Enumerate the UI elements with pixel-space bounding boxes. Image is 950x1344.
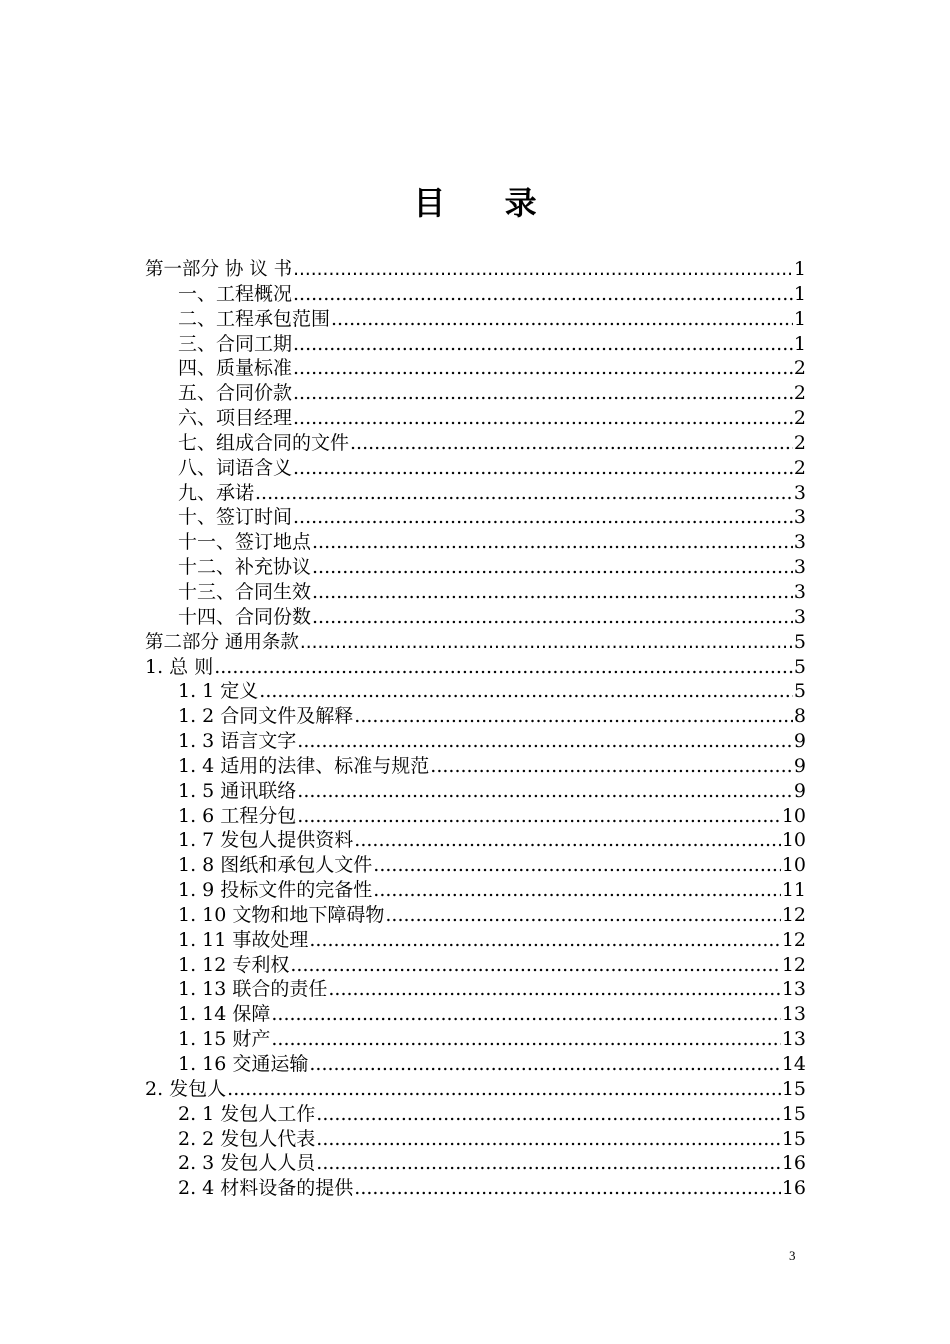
toc-dot-leader (430, 754, 793, 779)
toc-dot-leader (316, 1127, 781, 1152)
table-of-contents (145, 257, 806, 1201)
toc-dot-leader (271, 1027, 780, 1052)
toc-dot-leader (293, 282, 793, 307)
toc-entry[interactable] (145, 356, 806, 381)
toc-entry-label: 1. 13 联合的责任 (178, 978, 328, 1001)
toc-entry[interactable] (145, 282, 806, 307)
toc-entry-label: 1. 总 则 (145, 655, 214, 678)
toc-entry[interactable] (145, 729, 806, 754)
toc-entry[interactable] (145, 804, 806, 829)
toc-entry-page-number: 5 (793, 630, 806, 653)
toc-dot-leader (214, 655, 793, 680)
toc-entry-page-number: 10 (781, 854, 806, 877)
toc-entry[interactable] (145, 779, 806, 804)
toc-dot-leader (297, 779, 793, 804)
toc-dot-leader (297, 729, 793, 754)
toc-entry-page-number: 10 (781, 829, 806, 852)
toc-dot-leader (328, 977, 780, 1002)
toc-entry[interactable] (145, 580, 806, 605)
toc-entry[interactable] (145, 530, 806, 555)
toc-dot-leader (290, 953, 780, 978)
toc-dot-leader (293, 406, 793, 431)
toc-entry-page-number: 13 (781, 1028, 806, 1051)
toc-entry[interactable] (145, 977, 806, 1002)
toc-entry[interactable] (145, 704, 806, 729)
toc-entry-page-number: 15 (781, 1127, 806, 1150)
toc-entry-label: 1. 6 工程分包 (178, 804, 297, 827)
toc-entry-label: 1. 11 事故处理 (178, 928, 309, 951)
toc-dot-leader (293, 258, 793, 283)
toc-dot-leader (271, 1002, 780, 1027)
toc-entry-page-number: 15 (781, 1102, 806, 1125)
toc-entry-label: 二、工程承包范围 (178, 307, 331, 330)
toc-entry-label: 2. 发包人 (145, 1077, 227, 1100)
toc-entry-label: 1. 1 定义 (178, 680, 259, 703)
toc-dot-leader (293, 505, 793, 530)
toc-entry-page-number: 14 (781, 1053, 806, 1075)
toc-entry-label: 八、词语含义 (178, 456, 293, 479)
toc-entry-label: 十二、补充协议 (178, 556, 312, 579)
toc-entry-page-number: 5 (793, 655, 806, 678)
toc-entry-label: 1. 14 保障 (178, 1003, 271, 1026)
toc-entry-page-number: 1 (793, 282, 806, 305)
toc-entry-page-number: 2 (793, 456, 806, 479)
toc-entry-page-number: 12 (781, 928, 806, 951)
toc-entry[interactable] (145, 630, 806, 655)
page-title: 目 录 (413, 184, 561, 222)
toc-dot-leader (373, 853, 781, 878)
toc-entry[interactable] (145, 1127, 806, 1152)
toc-dot-leader (293, 356, 793, 381)
toc-dot-leader (297, 804, 781, 829)
toc-entry-label: 十一、签订地点 (178, 531, 312, 554)
toc-dot-leader (300, 631, 793, 656)
toc-entry[interactable] (145, 381, 806, 406)
toc-entry-label: 1. 9 投标文件的完备性 (178, 879, 373, 902)
toc-entry-page-number: 16 (781, 1152, 806, 1175)
toc-entry-page-number: 9 (793, 779, 806, 802)
toc-entry[interactable] (145, 853, 806, 878)
toc-entry[interactable] (145, 555, 806, 580)
toc-entry-label: 一、工程概况 (178, 282, 293, 305)
toc-entry-page-number: 3 (793, 481, 806, 504)
toc-dot-leader (293, 381, 793, 406)
toc-dot-leader (259, 679, 793, 704)
toc-entry-page-number: 12 (781, 953, 806, 976)
toc-entry-page-number: 3 (793, 580, 806, 603)
toc-entry[interactable] (145, 679, 806, 704)
toc-dot-leader (316, 1151, 781, 1176)
toc-entry-page-number: 5 (793, 680, 806, 703)
toc-entry-page-number: 9 (793, 754, 806, 777)
toc-entry-label: 四、质量标准 (178, 357, 293, 380)
toc-dot-leader (312, 580, 793, 605)
toc-entry[interactable] (145, 1002, 806, 1027)
toc-entry-label: 2. 4 材料设备的提供 (178, 1177, 354, 1200)
toc-dot-leader (255, 481, 793, 506)
toc-entry-page-number: 10 (781, 804, 806, 827)
toc-entry-page-number: 11 (781, 879, 806, 902)
toc-entry[interactable] (145, 406, 806, 431)
toc-entry-page-number: 9 (793, 730, 806, 753)
toc-dot-leader (312, 555, 793, 580)
toc-entry[interactable] (145, 505, 806, 530)
toc-entry-label: 三、合同工期 (178, 332, 293, 355)
toc-entry-page-number: 13 (781, 978, 806, 1001)
toc-entry-label: 十四、合同份数 (178, 605, 312, 628)
toc-entry[interactable] (145, 828, 806, 853)
toc-entry[interactable] (145, 257, 806, 282)
toc-entry[interactable] (145, 481, 806, 506)
toc-entry[interactable] (145, 1077, 806, 1102)
toc-entry-label: 十三、合同生效 (178, 580, 312, 603)
toc-entry-page-number: 3 (793, 531, 806, 554)
toc-entry-label: 1. 10 文物和地下障碍物 (178, 903, 385, 926)
toc-entry[interactable] (145, 655, 806, 680)
toc-dot-leader (309, 1052, 780, 1077)
toc-entry-page-number: 8 (793, 705, 806, 728)
toc-entry[interactable] (145, 332, 806, 357)
toc-entry-label: 第二部分 通用条款 (145, 631, 299, 653)
toc-entry[interactable] (145, 754, 806, 779)
toc-entry[interactable] (145, 1102, 806, 1127)
toc-entry-label: 六、项目经理 (178, 407, 293, 430)
page-number: 3 (789, 1248, 796, 1263)
toc-entry[interactable] (145, 903, 806, 928)
toc-entry[interactable] (145, 1176, 806, 1201)
toc-entry-label: 第一部分 协 议 书 (145, 259, 293, 280)
toc-entry[interactable] (145, 878, 806, 903)
toc-dot-leader (227, 1077, 781, 1102)
toc-dot-leader (385, 903, 780, 928)
toc-entry-page-number: 16 (781, 1177, 806, 1200)
toc-entry[interactable] (145, 456, 806, 481)
toc-entry-page-number: 13 (781, 1003, 806, 1026)
toc-dot-leader (350, 431, 793, 456)
toc-entry-label: 九、承诺 (178, 481, 255, 504)
toc-entry[interactable] (145, 928, 806, 953)
toc-entry-label: 1. 4 适用的法律、标准与规范 (178, 754, 430, 777)
toc-entry-page-number: 2 (793, 431, 806, 454)
toc-entry-page-number: 12 (781, 903, 806, 926)
toc-dot-leader (293, 332, 793, 357)
toc-entry-label: 十、签订时间 (178, 506, 293, 529)
toc-entry-page-number: 1 (793, 307, 806, 330)
toc-entry[interactable] (145, 605, 806, 630)
toc-entry[interactable] (145, 953, 806, 978)
toc-entry-page-number: 15 (781, 1077, 806, 1100)
toc-entry-page-number: 1 (793, 332, 806, 355)
toc-entry-page-number: 2 (793, 382, 806, 405)
toc-entry-page-number: 2 (793, 357, 806, 380)
toc-dot-leader (312, 605, 793, 630)
toc-entry-label: 五、合同价款 (178, 382, 293, 405)
toc-dot-leader (373, 878, 781, 903)
toc-entry-label: 1. 3 语言文字 (178, 730, 297, 753)
toc-dot-leader (312, 530, 793, 555)
toc-entry-label: 七、组成合同的文件 (178, 431, 350, 454)
toc-entry-page-number: 3 (793, 556, 806, 579)
toc-entry-label: 1. 16 交通运输 (178, 1053, 309, 1075)
toc-dot-leader (354, 828, 781, 853)
toc-entry-label: 1. 15 财产 (178, 1028, 271, 1051)
toc-dot-leader (331, 307, 793, 332)
toc-entry[interactable] (145, 307, 806, 332)
toc-entry-label: 2. 1 发包人工作 (178, 1102, 316, 1125)
toc-dot-leader (316, 1102, 781, 1127)
toc-dot-leader (293, 456, 793, 481)
toc-entry-label: 2. 2 发包人代表 (178, 1127, 316, 1150)
toc-entry-label: 1. 12 专利权 (178, 953, 290, 976)
toc-entry-label: 1. 7 发包人提供资料 (178, 829, 354, 852)
toc-entry-label: 1. 8 图纸和承包人文件 (178, 854, 373, 877)
toc-dot-leader (354, 1176, 781, 1201)
toc-entry-label: 2. 3 发包人人员 (178, 1152, 316, 1175)
toc-entry-label: 1. 5 通讯联络 (178, 779, 297, 802)
toc-entry-page-number: 3 (793, 605, 806, 628)
toc-entry[interactable] (145, 1151, 806, 1176)
toc-dot-leader (309, 928, 780, 953)
toc-entry[interactable] (145, 1052, 806, 1077)
toc-entry-label: 1. 2 合同文件及解释 (178, 705, 354, 728)
toc-entry-page-number: 1 (793, 258, 806, 280)
toc-entry[interactable] (145, 431, 806, 456)
toc-dot-leader (354, 704, 793, 729)
toc-entry-page-number: 3 (793, 506, 806, 529)
toc-entry-page-number: 2 (793, 407, 806, 430)
toc-entry[interactable] (145, 1027, 806, 1052)
